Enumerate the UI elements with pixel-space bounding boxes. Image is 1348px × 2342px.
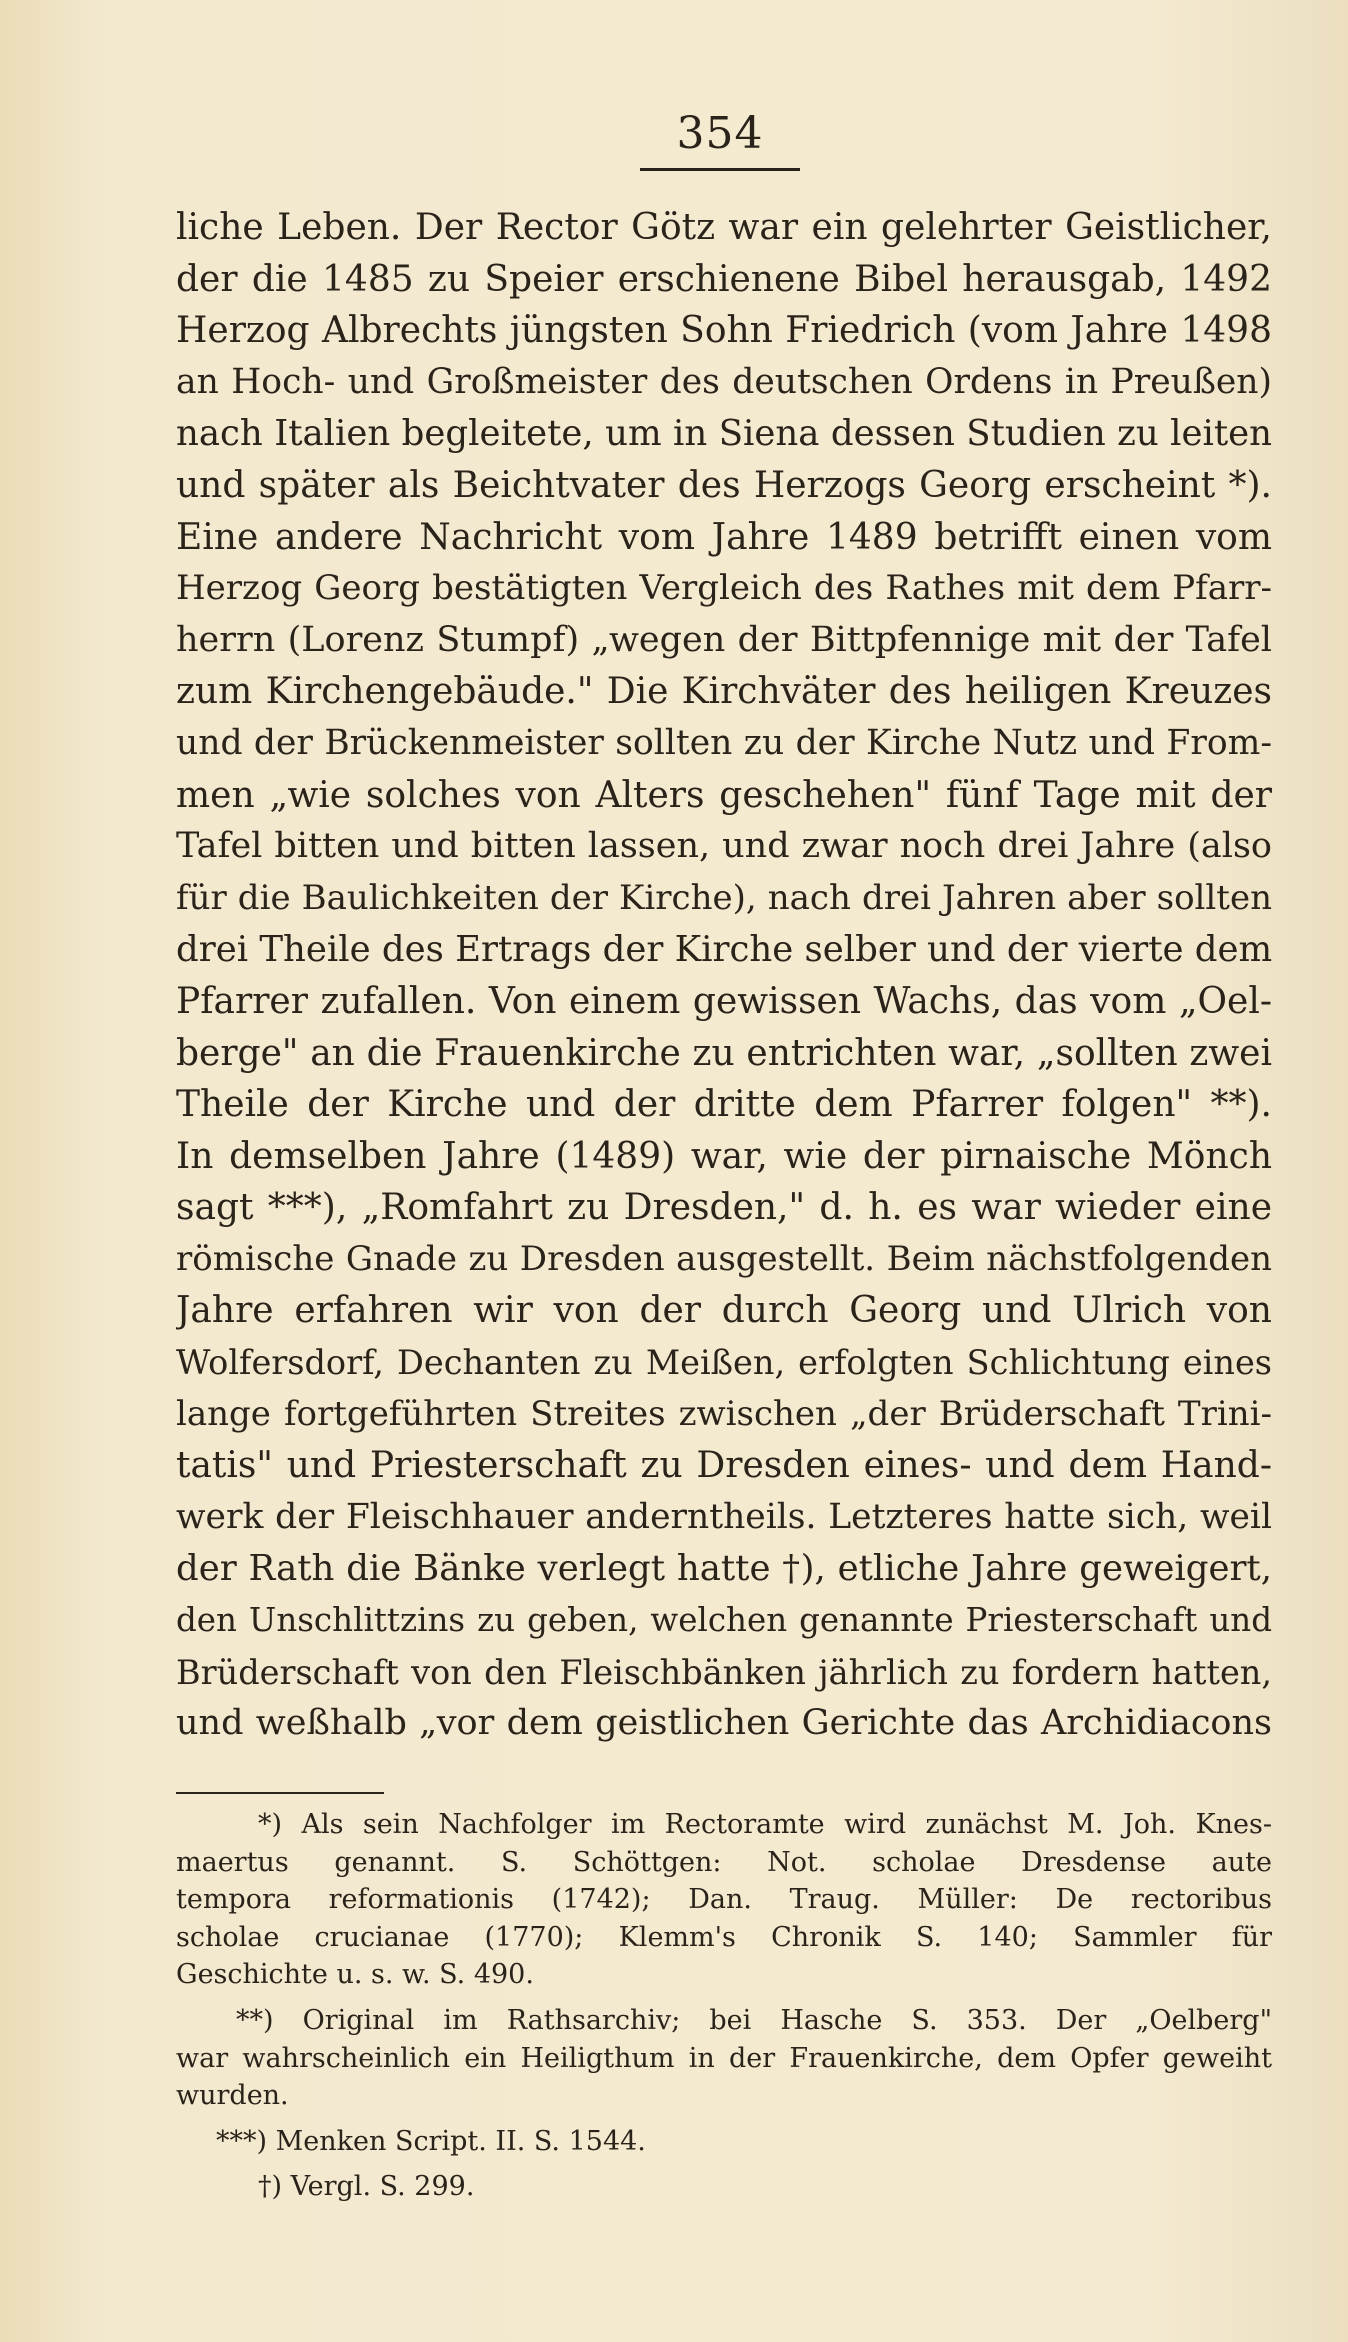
body-line: Brüderschaft von den Fleischbänken jährlich zu fordern hatten, (176, 1652, 1272, 1692)
body-text (176, 202, 1272, 1750)
body-line: Jahre erfahren wir von der durch Georg und Ulrich von (176, 1290, 1272, 1332)
body-line: tatis" und Priesterschaft zu Dresden eines- und dem Hand- (176, 1445, 1272, 1487)
body-line: und weßhalb „vor dem geistlichen Gerichte das Archidiacons (176, 1703, 1272, 1744)
footnote-line: Geschichte u. s. w. S. 490. (176, 1959, 534, 1991)
body-line: Eine andere Nachricht vom Jahre 1489 betrifft einen vom (176, 516, 1272, 558)
body-line: berge" an die Frauenkirche zu entrichten war, „sollten zwei (176, 1032, 1272, 1074)
footnote-line: tempora reformationis (1742); Dan. Traug. Müller: De rectoribus (176, 1884, 1272, 1916)
body-line: drei Theile des Ertrags der Kirche selber und der vierte dem (176, 929, 1272, 971)
body-line: In demselben Jahre (1489) war, wie der pirnaische Mönch (176, 1135, 1272, 1177)
body-line: Tafel bitten und bitten lassen, und zwar noch drei Jahre (also (176, 826, 1272, 867)
body-line: der die 1485 zu Speier erschienene Bibel herausgab, 1492 (176, 258, 1272, 300)
body-line: men „wie solches von Alters geschehen" fünf Tage mit der (176, 774, 1272, 816)
body-line: Theile der Kirche und der dritte dem Pfarrer folgen" **). (176, 1084, 1272, 1126)
body-line: für die Baulichkeiten der Kirche), nach drei Jahren aber sollten (176, 877, 1272, 918)
body-line: der Rath die Bänke verlegt hatte †), etliche Jahre geweigert, (176, 1548, 1272, 1590)
footnote-gap (176, 1994, 1272, 2002)
footnote-line: *) Als sein Nachfolger im Rectoramte wird zunächst M. Joh. Knes- (258, 1809, 1272, 1840)
body-line: Herzog Albrechts jüngsten Sohn Friedrich (vom Jahre 1498 (176, 310, 1272, 352)
body-line: liche Leben. Der Rector Götz war ein gelehrter Geistlicher, (176, 207, 1272, 248)
body-line: Pfarrer zufallen. Von einem gewissen Wachs, das vom „Oel- (176, 980, 1272, 1022)
body-line: werk der Fleischhauer anderntheils. Letzteres hatte sich, weil (176, 1496, 1272, 1537)
page-number: 354 (676, 108, 764, 159)
footnote-gap (176, 2115, 1272, 2123)
body-line: den Unschlittzins zu geben, welchen genannte Priesterschaft und (176, 1601, 1272, 1640)
footnote-gap (176, 2160, 1272, 2168)
body-line: römische Gnade zu Dresden ausgestellt. Beim nächstfolgenden (176, 1238, 1272, 1279)
footnote-line: scholae crucianae (1770); Klemm's Chronik S. 140; Sammler für (176, 1921, 1272, 1953)
page-number-rule (640, 168, 800, 171)
body-line: Herzog Georg bestätigten Vergleich des Rathes mit dem Pfarr- (176, 568, 1272, 609)
body-line: sagt ***), „Romfahrt zu Dresden," d. h. es war wieder eine (176, 1187, 1272, 1229)
body-line: lange fortgeführten Streites zwischen „der Brüderschaft Trini- (176, 1393, 1272, 1434)
body-line: herrn (Lorenz Stumpf) „wegen der Bittpfennige mit der Tafel (176, 619, 1272, 660)
body-line: und der Brückenmeister sollten zu der Kirche Nutz und From- (176, 722, 1272, 763)
body-line: und später als Beichtvater des Herzogs Georg erscheint *). (176, 464, 1272, 506)
footnote-3 (176, 2123, 1272, 2161)
footnote-line: ***) Menken Script. II. S. 1544. (216, 2125, 646, 2157)
footnotes (176, 1806, 1272, 2206)
footnote-line: †) Vergl. S. 299. (258, 2171, 475, 2203)
footnote-1 (176, 1806, 1272, 1994)
body-line: nach Italien begleitete, um in Siena dessen Studien zu leiten (176, 413, 1272, 455)
footnote-rule (176, 1792, 384, 1794)
footnote-line: war wahrscheinlich ein Heiligthum in der Frauenkirche, dem Opfer geweiht (176, 2042, 1272, 2074)
footnote-line: maertus genannt. S. Schöttgen: Not. scholae Dresdense aute (176, 1846, 1272, 1878)
footnote-2 (176, 2002, 1272, 2115)
footnote-line: **) Original im Rathsarchiv; bei Hasche S. 353. Der „Oelberg" (236, 2004, 1272, 2036)
footnote-4 (176, 2168, 1272, 2206)
footnote-line: wurden. (176, 2080, 289, 2112)
body-line: zum Kirchengebäude." Die Kirchväter des heiligen Kreuzes (176, 671, 1272, 713)
body-line: an Hoch- und Großmeister des deutschen Ordens in Preußen) (176, 361, 1272, 402)
body-line: Wolfersdorf, Dechanten zu Meißen, erfolgten Schlichtung eines (176, 1343, 1272, 1383)
